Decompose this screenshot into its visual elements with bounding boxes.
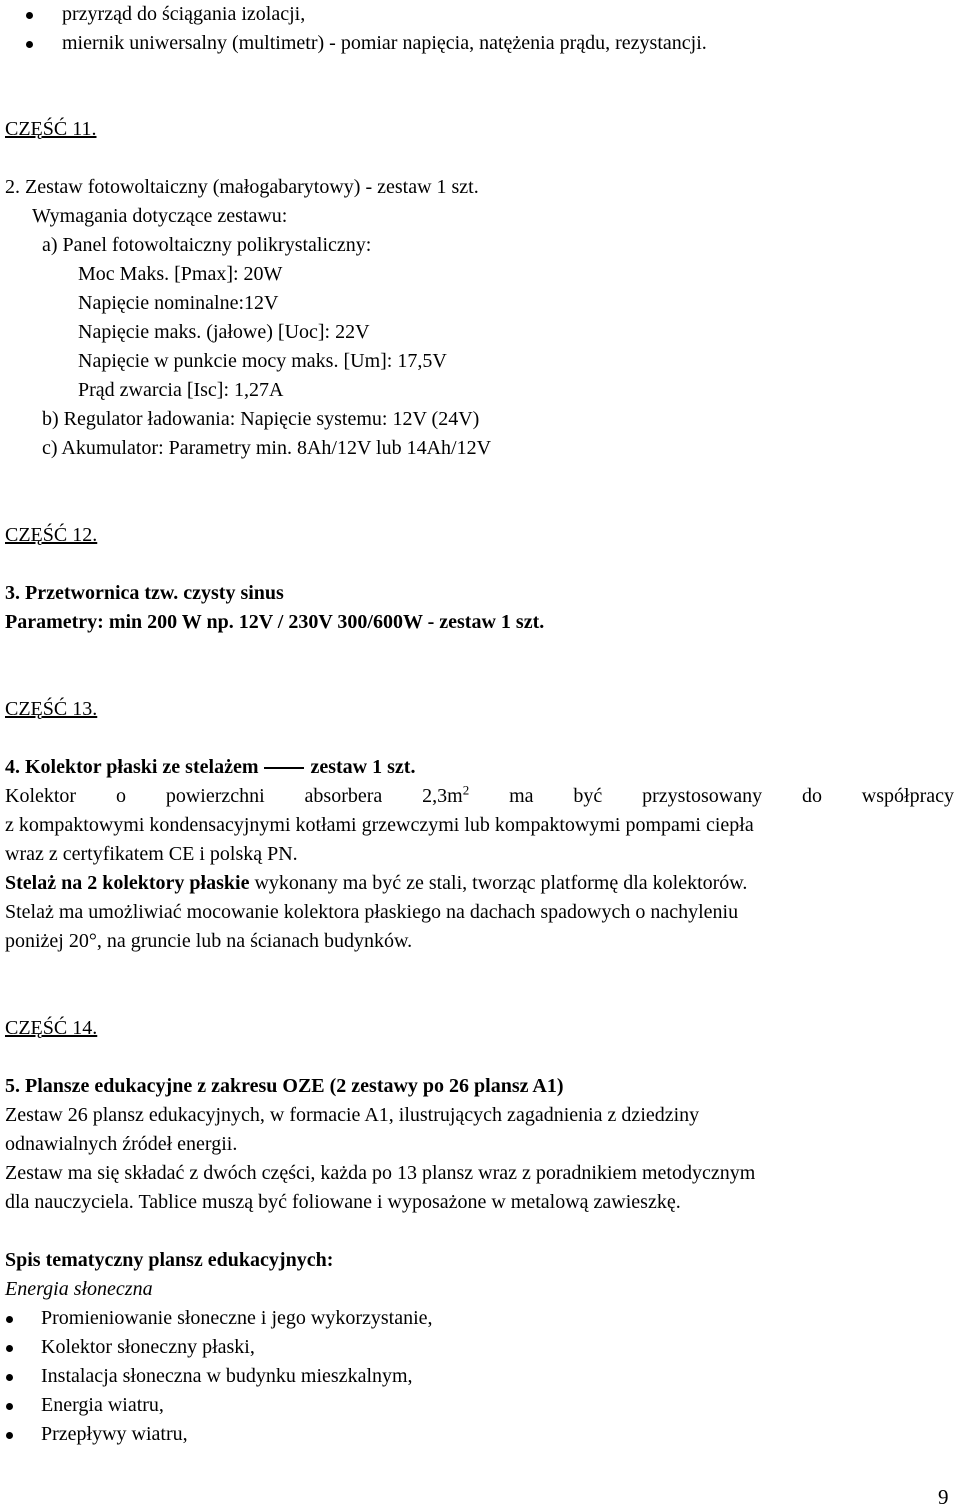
toc-item: Przepływy wiatru, [41, 1423, 188, 1445]
toc-item: Instalacja słoneczna w budynku mieszkalnym, [41, 1365, 413, 1387]
mount-line: Stelaż ma umożliwiać mocowanie kolektora płaskiego na dachach spadowych o nachyleniu [5, 901, 739, 923]
panel-label: a) Panel fotowoltaiczny polikrystaliczny: [42, 234, 372, 256]
superscript: 2 [462, 782, 470, 798]
regulator-line: b) Regulator ładowania: Napięcie systemu: 12V (24V) [42, 408, 480, 430]
bullet-icon [26, 12, 33, 19]
dash-icon [264, 767, 304, 769]
battery-line: c) Akumulator: Parametry min. 8Ah/12V lub 14Ah/12V [42, 437, 492, 459]
toc-subheading: Energia słoneczna [5, 1278, 153, 1300]
collector-desc-end: ma być przystosowany do współpracy [509, 785, 955, 807]
compose-line: Zestaw ma się składać z dwóch części, każda po 13 plansz wraz z poradnikiem metodycznym [5, 1162, 756, 1184]
toc-item: Kolektor słoneczny płaski, [41, 1336, 255, 1358]
toc-item: Energia wiatru, [41, 1394, 164, 1416]
collector-desc-start: Kolektor o powierzchni absorbera 2,3m [5, 785, 463, 807]
bullet-icon [6, 1316, 13, 1323]
collector-desc-line: z kompaktowymi kondensacyjnymi kotłami grzewczymi lub kompaktowymi pompami ciepła [5, 814, 754, 836]
list-item: miernik uniwersalny (multimetr) - pomiar napięcia, natężenia prądu, rezystancji. [62, 32, 707, 54]
bullet-icon [6, 1345, 13, 1352]
frame-bold: Stelaż na 2 kolektory płaskie [5, 872, 250, 894]
frame-rest: wykonany ma być ze stali, tworząc platformę dla kolektorów. [249, 872, 748, 894]
bullet-icon [6, 1432, 13, 1439]
part-12-title: 3. Przetwornica tzw. czysty sinus [5, 582, 284, 604]
section-heading-part-14: CZĘŚĆ 14. [5, 1017, 98, 1039]
set-desc-line: odnawialnych źródeł energii. [5, 1133, 238, 1155]
part-14-title: 5. Plansze edukacyjne z zakresu OZE (2 zestawy po 26 plansz A1) [5, 1075, 564, 1097]
part-11-title: 2. Zestaw fotowoltaiczny (małogabarytowy) - zestaw 1 szt. [5, 176, 479, 198]
part-13-title-qty: zestaw 1 szt. [310, 756, 416, 778]
spec-line: Prąd zwarcia [Isc]: 1,27A [78, 379, 284, 401]
spec-line: Moc Maks. [Pmax]: 20W [78, 263, 283, 285]
mount-line: poniżej 20°, na gruncie lub na ścianach budynków. [5, 930, 413, 952]
section-heading-part-13: CZĘŚĆ 13. [5, 698, 98, 720]
section-heading-part-12: CZĘŚĆ 12. [5, 524, 98, 546]
spec-line: Napięcie w punkcie mocy maks. [Um]: 17,5V [78, 350, 447, 372]
bullet-icon [6, 1403, 13, 1410]
collector-desc-line [5, 782, 954, 811]
part-12-params: Parametry: min 200 W np. 12V / 230V 300/600W - zestaw 1 szt. [5, 611, 545, 633]
certificate-text: wraz z certyfikatem CE i polską PN. [5, 843, 298, 865]
compose-line: dla nauczyciela. Tablice muszą być foliowane i wyposażone w metalową zawieszkę. [5, 1191, 681, 1213]
bullet-icon [26, 41, 33, 48]
spec-line: Napięcie nominalne:12V [78, 292, 279, 314]
frame-line [5, 869, 747, 898]
page-number: 9 [938, 1485, 949, 1509]
toc-heading: Spis tematyczny plansz edukacyjnych: [5, 1249, 334, 1271]
requirements-heading: Wymagania dotyczące zestawu: [32, 205, 288, 227]
set-desc-line: Zestaw 26 plansz edukacyjnych, w formacie A1, ilustrujących zagadnienia z dziedziny [5, 1104, 700, 1126]
list-item: przyrząd do ściągania izolacji, [62, 3, 306, 25]
spec-line: Napięcie maks. (jałowe) [Uoc]: 22V [78, 321, 370, 343]
collector-desc-line [5, 840, 298, 869]
part-13-title [5, 753, 415, 782]
part-13-title-main: 4. Kolektor płaski ze stelażem [5, 756, 259, 778]
toc-item: Promieniowanie słoneczne i jego wykorzystanie, [41, 1307, 433, 1329]
section-heading-part-11: CZĘŚĆ 11. [5, 118, 97, 140]
bullet-icon [6, 1374, 13, 1381]
